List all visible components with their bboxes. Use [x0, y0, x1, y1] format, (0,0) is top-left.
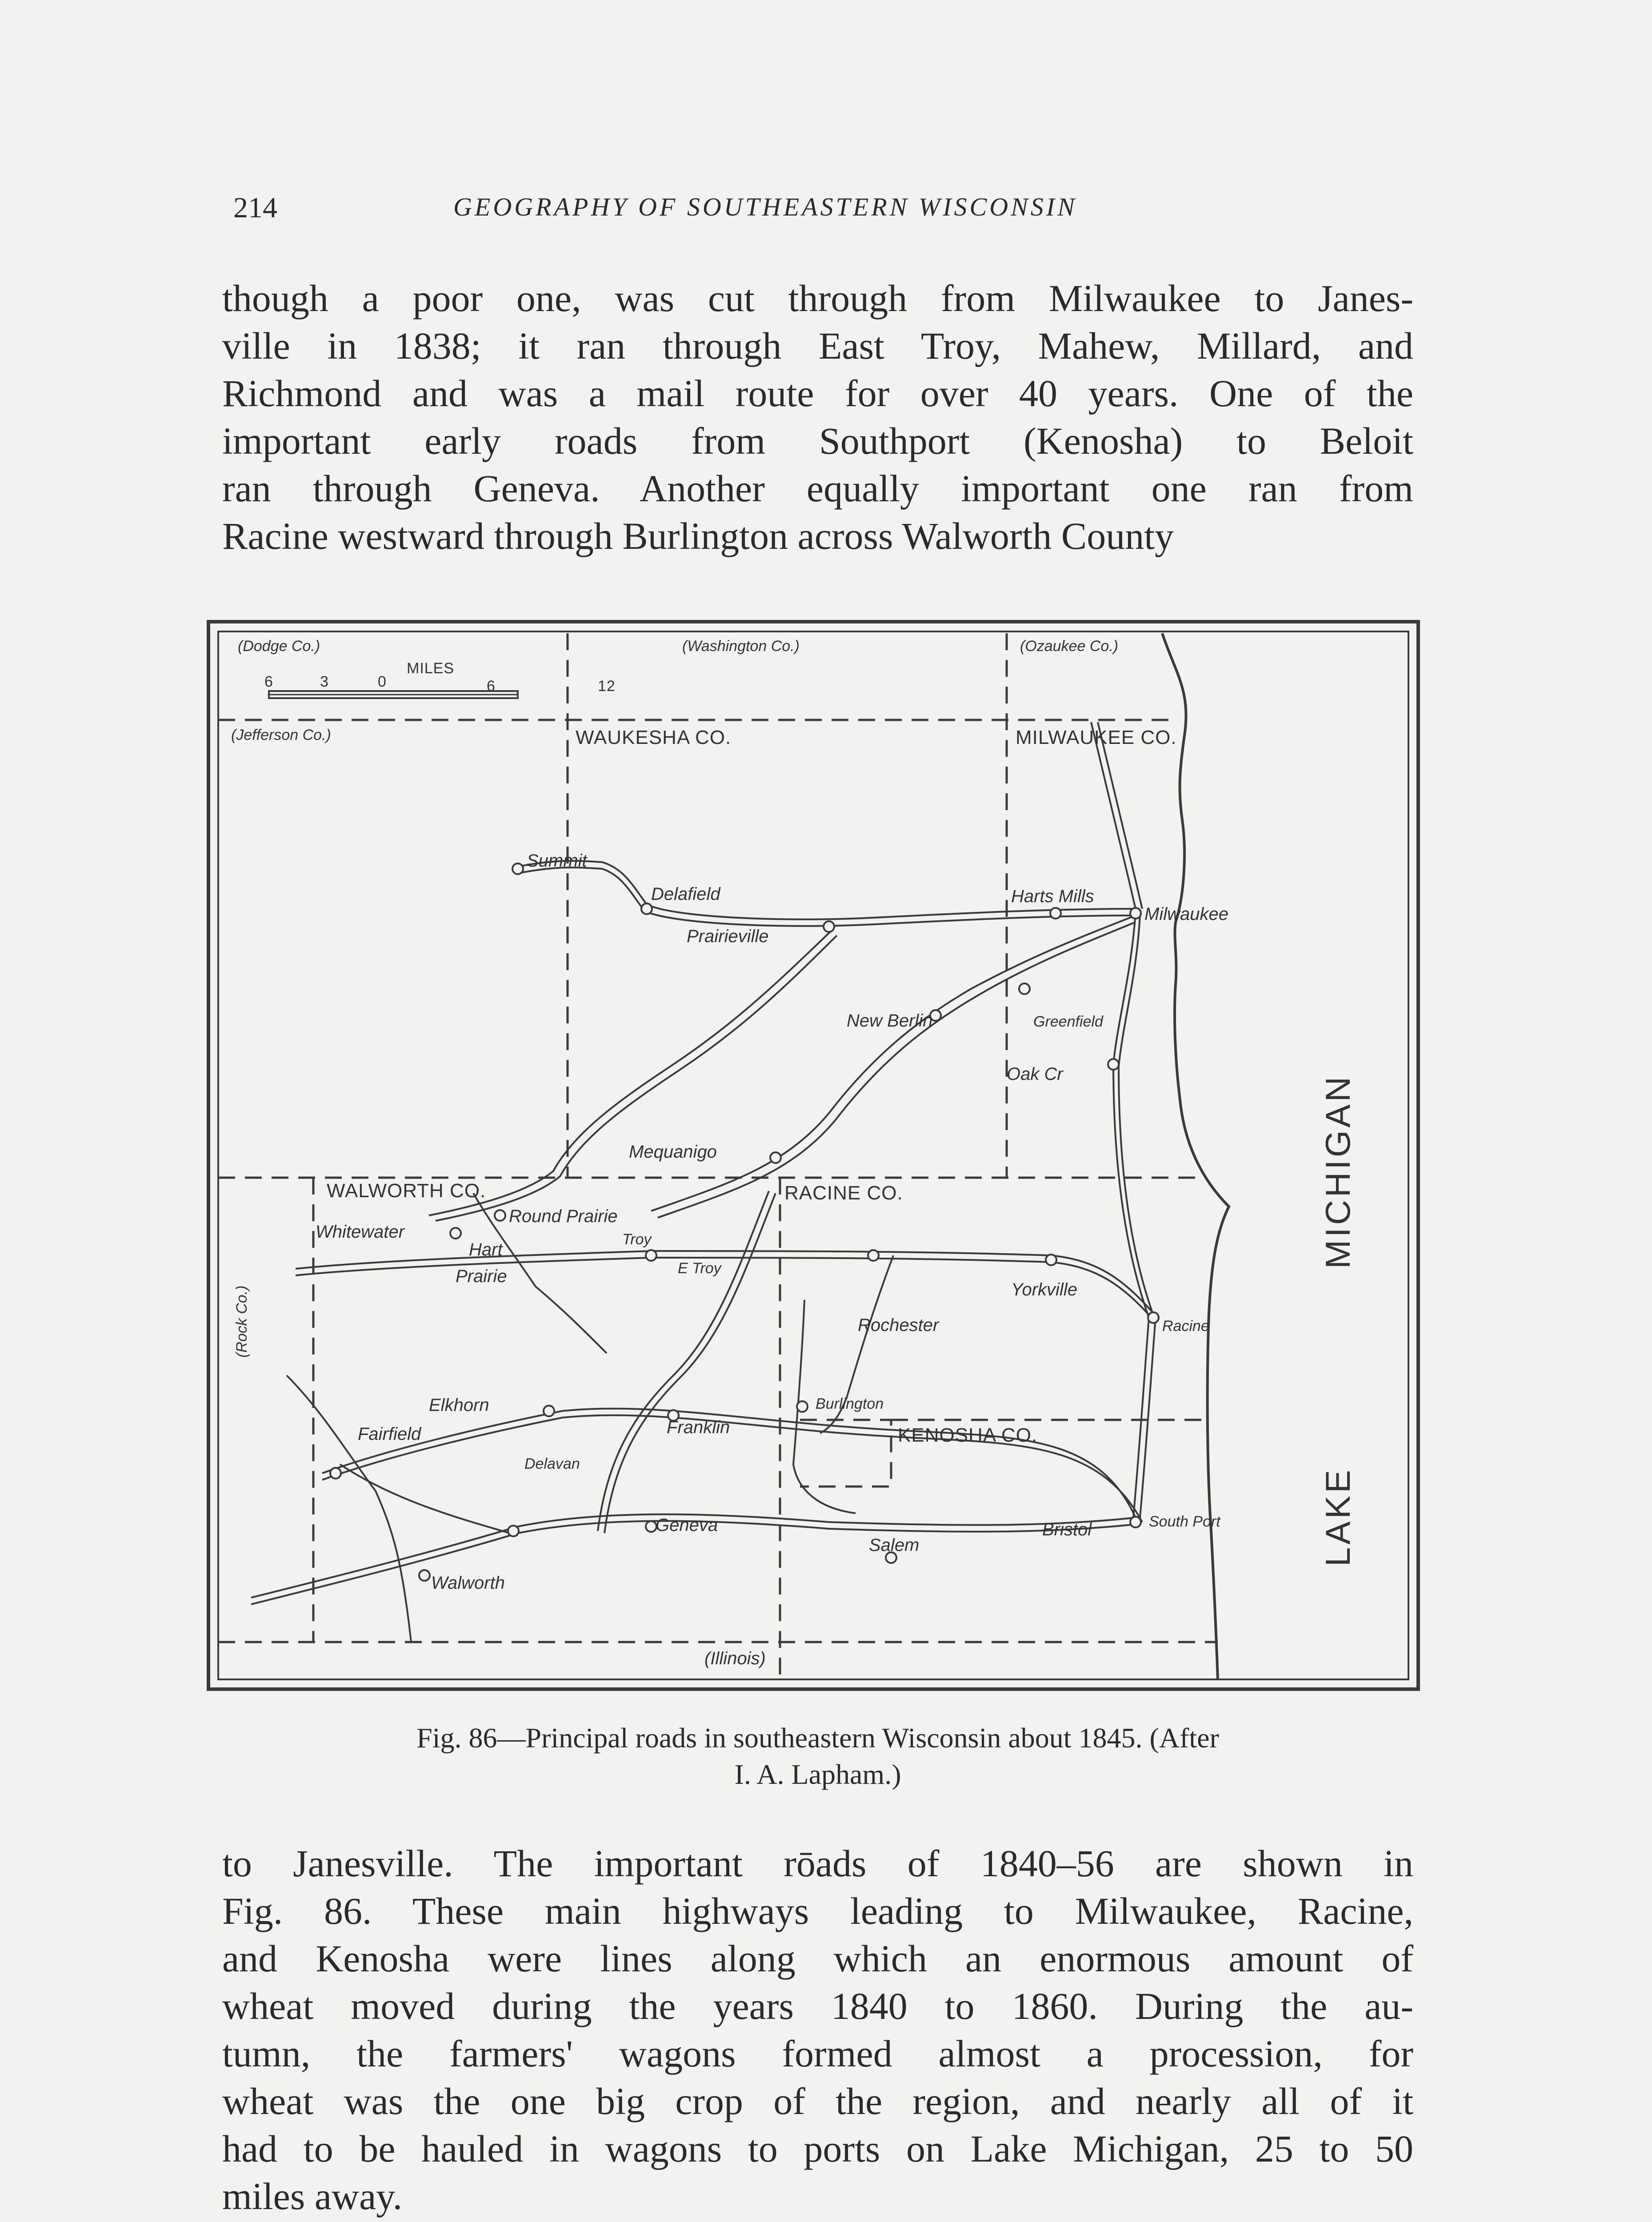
text-line: tumn, the farmers' wagons formed almost a procession, for: [222, 2032, 1413, 2075]
rock-county-label: (Rock Co.): [233, 1285, 250, 1358]
lake-label: LAKE: [1318, 1467, 1357, 1567]
text-line: important early roads from Southport (Kenosha) to Beloit: [222, 420, 1413, 462]
place-new-berlin: New Berlin: [847, 1011, 933, 1031]
paragraph-bottom: [222, 1840, 1413, 2220]
place-geneva: Geneva: [656, 1515, 718, 1535]
place-round-prairie: Round Prairie: [509, 1207, 618, 1226]
scale-tick: 6: [264, 673, 273, 690]
ozaukee-county-label: (Ozaukee Co.): [1020, 638, 1119, 655]
caption-line: I. A. Lapham.): [734, 1758, 901, 1790]
scale-tick: 12: [598, 678, 616, 695]
place-whitewater: Whitewater: [316, 1222, 405, 1242]
scale-tick: 3: [320, 673, 329, 690]
place-fairfield: Fairfield: [358, 1424, 421, 1444]
place-racine: Racine: [1162, 1318, 1209, 1335]
place-hart-prairie: Hart: [469, 1240, 503, 1259]
place-bristol: Bristol: [1042, 1520, 1092, 1539]
text-line: ran through Geneva. Another equally important one ran from: [222, 467, 1413, 510]
caption-line: Fig. 86—Principal roads in southeastern Wisconsin about 1845. (After: [416, 1722, 1219, 1754]
running-title: GEOGRAPHY OF SOUTHEASTERN WISCONSIN: [453, 192, 1077, 221]
figure-caption: [222, 1720, 1413, 1793]
kenosha-county-label: KENOSHA CO.: [898, 1424, 1038, 1446]
text-line: had to be hauled in wagons to ports on Lake Michigan, 25 to 50: [222, 2127, 1413, 2170]
place-south-port: South Port: [1149, 1513, 1220, 1530]
text-line: miles away.: [222, 2175, 403, 2218]
text-line: Richmond and was a mail route for over 40 years. One of the: [222, 372, 1413, 415]
place-mequanigo: Mequanigo: [629, 1142, 717, 1162]
walworth-county-label: WALWORTH CO.: [327, 1180, 486, 1202]
place-franklin: Franklin: [667, 1418, 730, 1437]
place-troy: Troy: [622, 1231, 652, 1248]
paragraph-top: [222, 275, 1413, 560]
text-line: wheat moved during the years 1840 to 1860. During the au-: [222, 1985, 1413, 2027]
page-number: 214: [233, 192, 277, 224]
place-milwaukee: Milwaukee: [1144, 904, 1228, 924]
place-oak-cr: Oak Cr: [1007, 1064, 1063, 1084]
place-summit: Summit: [527, 851, 587, 871]
place-rochester: Rochester: [858, 1315, 939, 1335]
place-walworth: Walworth: [431, 1573, 505, 1593]
place-delafield: Delafield: [651, 884, 720, 904]
map-linework: [207, 620, 1420, 1691]
place-delavan: Delavan: [524, 1455, 580, 1472]
place-greenfield: Greenfield: [1033, 1013, 1103, 1030]
place-salem: Salem: [869, 1535, 920, 1555]
text-line: Racine westward through Burlington across Walworth County: [222, 515, 1174, 557]
scale-title: MILES: [407, 660, 455, 677]
waukesha-county-label: WAUKESHA CO.: [576, 727, 732, 748]
text-line: wheat was the one big crop of the region, and nearly all of it: [222, 2080, 1413, 2122]
road-map-figure: [207, 620, 1420, 1691]
place-yorkville: Yorkville: [1011, 1280, 1077, 1299]
text-line: Fig. 86. These main highways leading to Milwaukee, Racine,: [222, 1890, 1413, 1932]
place-e-troy: E Troy: [678, 1260, 721, 1277]
place-burlington: Burlington: [816, 1395, 884, 1412]
milwaukee-county-label: MILWAUKEE CO.: [1016, 727, 1177, 748]
text-line: to Janesville. The important rōads of 1840–56 are shown in: [222, 1842, 1413, 1885]
place-elkhorn: Elkhorn: [429, 1395, 489, 1415]
text-line: ville in 1838; it ran through East Troy, Mahew, Millard, and: [222, 324, 1413, 367]
illinois-label: (Illinois): [704, 1649, 766, 1668]
place-prairieville: Prairieville: [687, 927, 769, 946]
jefferson-county-label: (Jefferson Co.): [231, 727, 331, 743]
text-line: and Kenosha were lines along which an enormous amount of: [222, 1937, 1413, 1980]
text-line: though a poor one, was cut through from Milwaukee to Janes-: [222, 277, 1413, 320]
scale-tick: 0: [378, 673, 387, 690]
place-hart-prairie: Prairie: [456, 1267, 507, 1286]
place-harts-mills: Harts Mills: [1011, 887, 1094, 906]
dodge-county-label: (Dodge Co.): [238, 638, 320, 655]
racine-county-label: RACINE CO.: [784, 1182, 903, 1204]
scale-tick: 6: [487, 678, 496, 695]
michigan-label: MICHIGAN: [1318, 1074, 1357, 1269]
washington-county-label: (Washington Co.): [682, 638, 800, 655]
